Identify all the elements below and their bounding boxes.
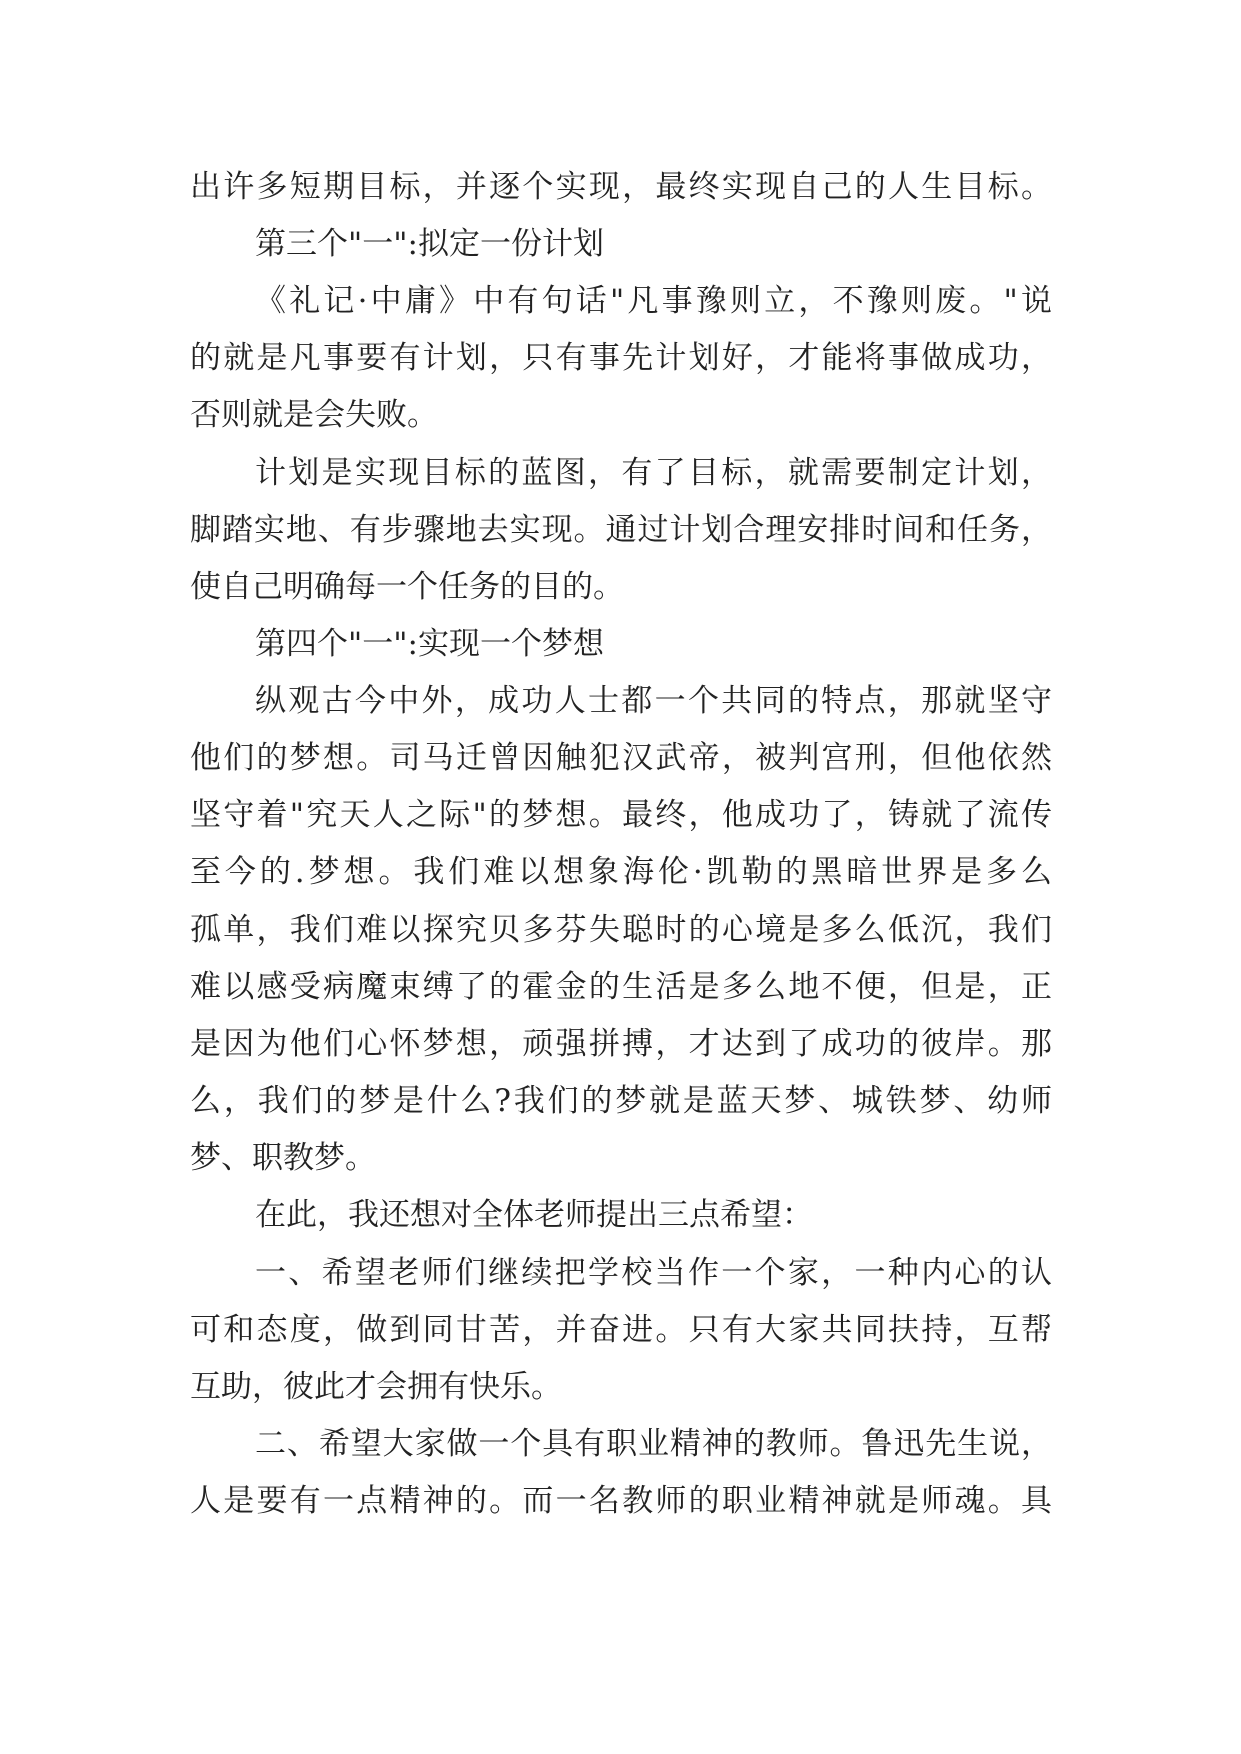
paragraph-line: 二、希望大家做一个具有职业精神的教师。鲁迅先生说， — [255, 1426, 1052, 1462]
paragraph-line: 在此，我还想对全体老师提出三点希望： — [255, 1197, 813, 1233]
paragraph-line: 可和态度，做到同甘苦，并奋进。只有大家共同扶持，互帮 — [190, 1312, 1052, 1348]
paragraph-line: 脚踏实地、有步骤地去实现。通过计划合理安排时间和任务， — [190, 512, 1052, 548]
paragraph-line: 使自己明确每一个任务的目的。 — [190, 569, 624, 605]
section-heading: 第三个"一":拟定一份计划 — [255, 226, 604, 262]
paragraph-line: 人是要有一点精神的。而一名教师的职业精神就是师魂。具 — [190, 1483, 1052, 1519]
paragraph-line: 梦、职教梦。 — [190, 1140, 376, 1176]
paragraph-line: 纵观古今中外，成功人士都一个共同的特点，那就坚守 — [255, 683, 1052, 719]
paragraph-line: 否则就是会失败。 — [190, 397, 438, 433]
paragraph-line: 是因为他们心怀梦想，顽强拼搏，才达到了成功的彼岸。那 — [190, 1026, 1052, 1062]
paragraph-line: 计划是实现目标的蓝图，有了目标，就需要制定计划， — [255, 455, 1052, 491]
paragraph-line: 难以感受病魔束缚了的霍金的生活是多么地不便，但是，正 — [190, 969, 1052, 1005]
paragraph-line: 的就是凡事要有计划，只有事先计划好，才能将事做成功， — [190, 340, 1052, 376]
paragraph-line: 出许多短期目标，并逐个实现，最终实现自己的人生目标。 — [190, 169, 1052, 205]
paragraph-line: 孤单，我们难以探究贝多芬失聪时的心境是多么低沉，我们 — [190, 912, 1052, 948]
paragraph-line: 一、希望老师们继续把学校当作一个家，一种内心的认 — [255, 1255, 1052, 1291]
paragraph-line: 互助，彼此才会拥有快乐。 — [190, 1369, 562, 1405]
paragraph-line: 坚守着"究天人之际"的梦想。最终，他成功了，铸就了流传 — [190, 797, 1052, 833]
paragraph-line: 么，我们的梦是什么?我们的梦就是蓝天梦、城铁梦、幼师 — [190, 1083, 1052, 1119]
section-heading: 第四个"一":实现一个梦想 — [255, 626, 604, 662]
paragraph-line: 《礼记·中庸》中有句话"凡事豫则立，不豫则废。"说 — [255, 283, 1052, 319]
paragraph-line: 至今的.梦想。我们难以想象海伦·凯勒的黑暗世界是多么 — [190, 854, 1052, 890]
paragraph-line: 他们的梦想。司马迁曾因触犯汉武帝，被判宫刑，但他依然 — [190, 740, 1052, 776]
